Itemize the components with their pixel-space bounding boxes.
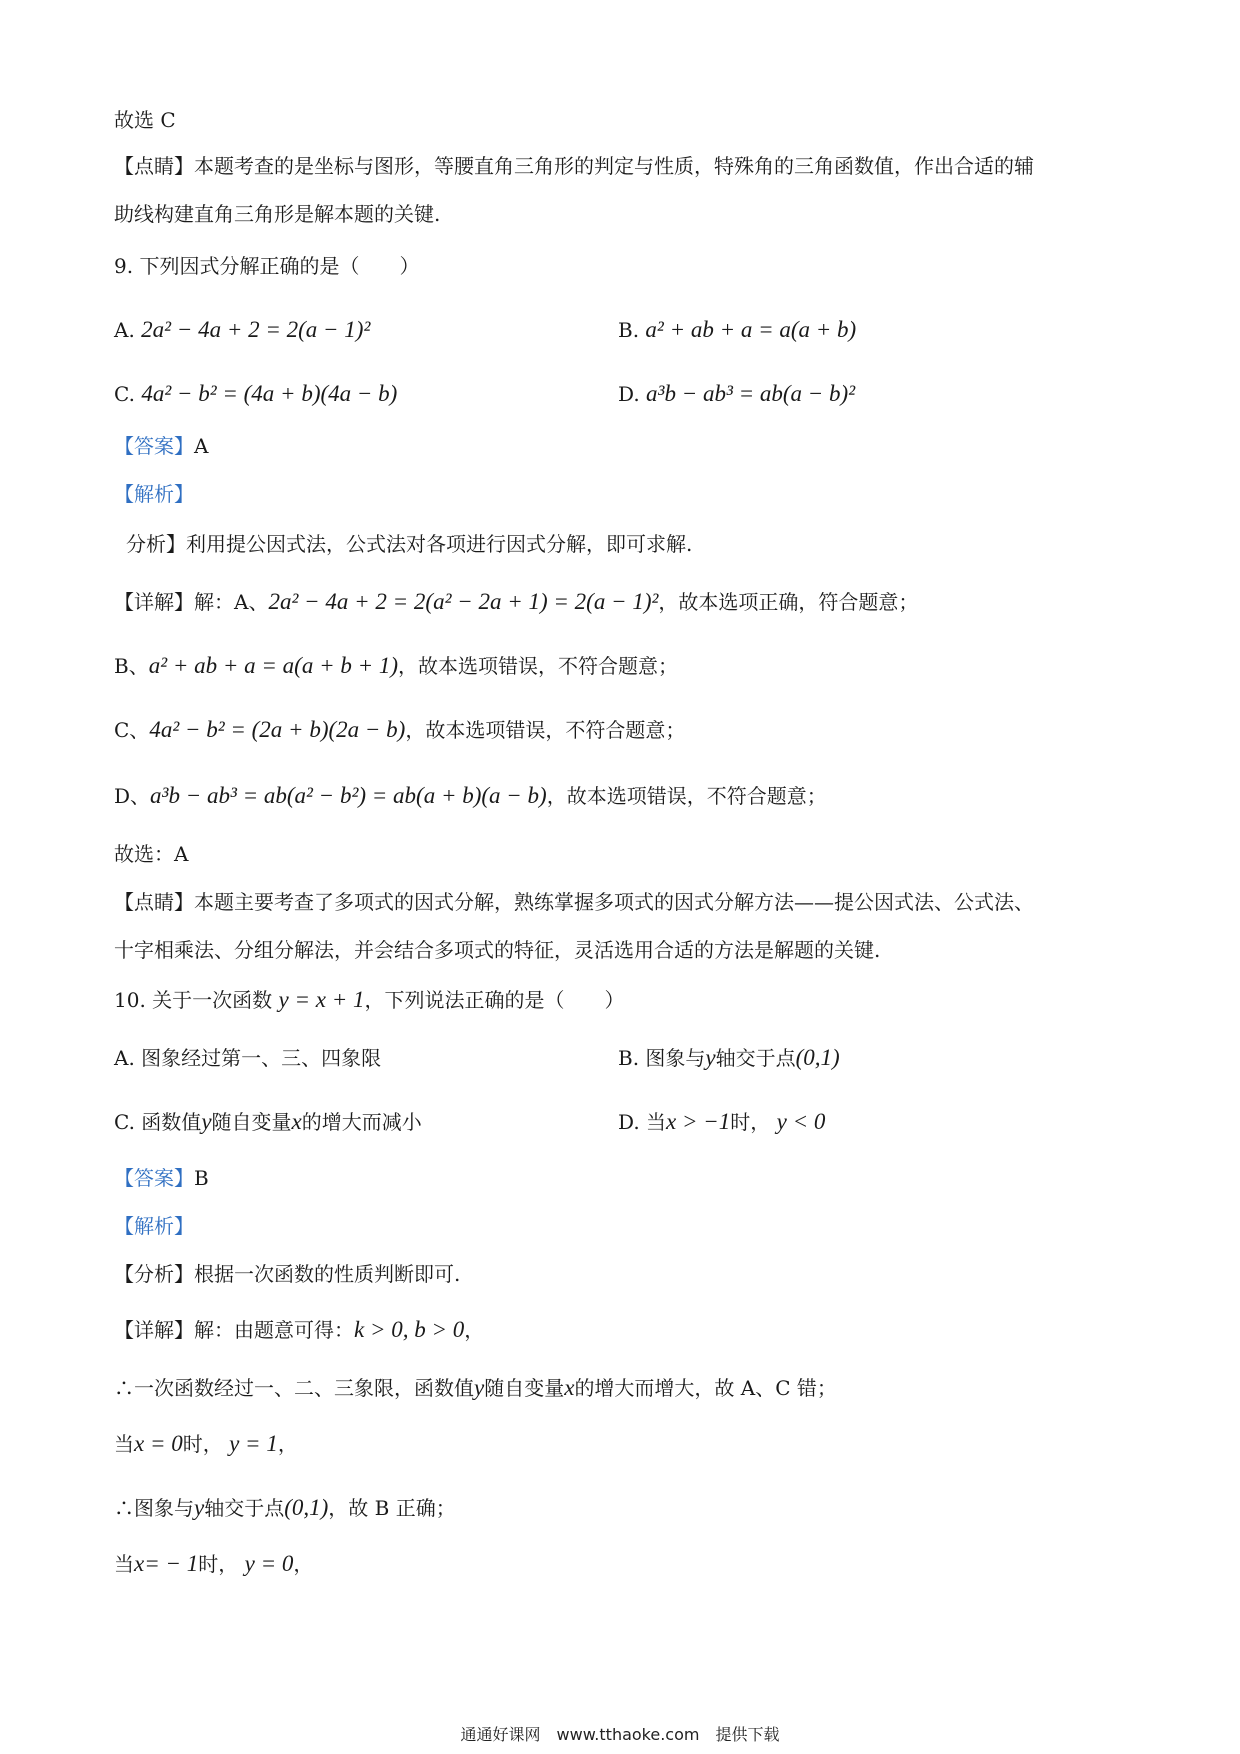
text: ， (464, 1318, 485, 1342)
text: 10. 关于一次函数 (114, 988, 273, 1012)
q10-option-d (618, 1108, 825, 1136)
text: ， (277, 1432, 298, 1456)
math: a³b − ab³ = ab(a² − b²) = ab(a + b)(a − b) (150, 783, 547, 808)
math: y = 0 (244, 1551, 294, 1576)
math: 4a² − b² = (2a + b)(2a − b) (149, 717, 406, 742)
analysis-tag-9 (114, 480, 194, 508)
analysis-tag-10 (114, 1212, 194, 1240)
answer-tag: 【答案】 (114, 434, 194, 458)
math: x = 0 (134, 1431, 183, 1456)
answer-value: A (194, 434, 209, 458)
text: 轴交于点 (715, 1046, 796, 1070)
math: (0,1) (795, 1045, 840, 1070)
math: x= − 1 (134, 1551, 199, 1576)
analysis-tag: 【解析】 (114, 482, 194, 506)
option-label: A. (114, 318, 135, 342)
text: 故选：A (114, 842, 189, 866)
text: ∴图象与 (114, 1496, 194, 1520)
note-line-2 (114, 200, 440, 228)
q9-option-c (114, 380, 397, 408)
text: 【点睛】本题主要考查了多项式的因式分解，熟练掌握多项式的因式分解方法——提公因式法、公式法、 (114, 890, 1034, 914)
math: x > −1 (666, 1109, 731, 1134)
text: 【详解】解：A、 (114, 590, 269, 614)
text: 时， (198, 1552, 239, 1576)
text: B. 图象与 (618, 1046, 706, 1070)
math: y (194, 1495, 205, 1520)
q9-option-a (114, 316, 370, 344)
math: y (474, 1375, 485, 1400)
text: 当 (114, 1552, 134, 1576)
text: 时， (730, 1110, 771, 1134)
text: D. 当 (618, 1110, 667, 1134)
detail-9-c (114, 716, 685, 744)
text: 分析】利用提公因式法，公式法对各项进行因式分解，即可求解. (126, 532, 693, 556)
text: 十字相乘法、分组分解法，并会结合多项式的特征，灵活选用合适的方法是解题的关键. (114, 938, 881, 962)
text: B、 (114, 654, 149, 678)
detail-9-d (114, 782, 827, 810)
option-label: C. (114, 382, 135, 406)
step-3 (114, 1494, 456, 1522)
text: ，故本选项错误，不符合题意； (546, 784, 827, 808)
answer-tag: 【答案】 (114, 1166, 194, 1190)
math: x (291, 1109, 302, 1134)
text: ，故本选项错误，不符合题意； (398, 654, 679, 678)
text: ，故本选项错误，不符合题意； (405, 718, 686, 742)
text: 的增大而减小 (301, 1110, 422, 1134)
analysis-9 (126, 530, 692, 558)
math: 2a² − 4a + 2 = 2(a² − 2a + 1) = 2(a − 1)² (268, 589, 659, 614)
math: 4a² − b² = (4a + b)(4a − b) (141, 381, 398, 406)
math: y = 1 (229, 1431, 278, 1456)
text: ，下列说法正确的是（ ） (364, 988, 625, 1012)
detail-9-b (114, 652, 678, 680)
option-label: D. (618, 382, 640, 406)
math: x (564, 1375, 575, 1400)
math: a² + ab + a = a(a + b) (645, 317, 857, 342)
step-1 (114, 1374, 837, 1402)
text: D、 (114, 784, 151, 808)
step-2 (114, 1430, 298, 1458)
text: C、 (114, 718, 150, 742)
q9-option-d (618, 380, 855, 408)
math: (0,1) (284, 1495, 329, 1520)
text: 故选 C (114, 108, 176, 132)
math: y (705, 1045, 716, 1070)
text: 9. 下列因式分解正确的是（ ） (114, 254, 420, 278)
footer-watermark: 通通好课网 www.tthaoke.com 提供下载 (460, 1725, 780, 1744)
text: 随自变量 (211, 1110, 292, 1134)
analysis-10 (114, 1260, 460, 1288)
step-4 (114, 1550, 313, 1578)
q9-option-b (618, 316, 856, 344)
math: a³b − ab³ = ab(a − b)² (646, 381, 856, 406)
q10-option-b (618, 1044, 840, 1072)
math: 2a² − 4a + 2 = 2(a − 1)² (141, 317, 371, 342)
question-9 (114, 252, 419, 280)
note-9-line-2 (114, 936, 880, 964)
text: ， (293, 1552, 314, 1576)
detail-10 (114, 1316, 484, 1344)
conclusion-line (114, 106, 176, 134)
note-line-1 (114, 152, 1034, 180)
math: y = x + 1 (278, 987, 365, 1012)
text: 轴交于点 (204, 1496, 285, 1520)
detail-9-a (114, 588, 918, 616)
text: 随自变量 (484, 1376, 565, 1400)
text: 当 (114, 1432, 134, 1456)
text: ，故 B 正确； (328, 1496, 456, 1520)
text: 【分析】根据一次函数的性质判断即可. (114, 1262, 461, 1286)
note-9-line-1 (114, 888, 1034, 916)
text: 的增大而增大，故 A、C 错； (574, 1376, 837, 1400)
math: y < 0 (776, 1109, 826, 1134)
choice-9 (114, 840, 188, 868)
text: 时， (182, 1432, 223, 1456)
text: 助线构建直角三角形是解本题的关键. (114, 202, 441, 226)
q10-option-c (114, 1108, 422, 1136)
text: ∴一次函数经过一、二、三象限，函数值 (114, 1376, 474, 1400)
answer-value: B (194, 1166, 209, 1190)
text: 【详解】解：由题意可得： (114, 1318, 354, 1342)
text: 【点睛】本题考查的是坐标与图形，等腰直角三角形的判定与性质，特殊角的三角函数值，作出合适的辅 (114, 154, 1034, 178)
math: a² + ab + a = a(a + b + 1) (148, 653, 399, 678)
question-10 (114, 986, 625, 1014)
text: C. 函数值 (114, 1110, 202, 1134)
answer-10 (114, 1164, 209, 1192)
answer-9 (114, 432, 208, 460)
text: ，故本选项正确，符合题意； (658, 590, 919, 614)
math: y (201, 1109, 212, 1134)
text: A. 图象经过第一、三、四象限 (114, 1046, 382, 1070)
analysis-tag: 【解析】 (114, 1214, 194, 1238)
option-label: B. (618, 318, 640, 342)
math: k > 0, b > 0 (354, 1317, 465, 1342)
q10-option-a (114, 1044, 381, 1072)
